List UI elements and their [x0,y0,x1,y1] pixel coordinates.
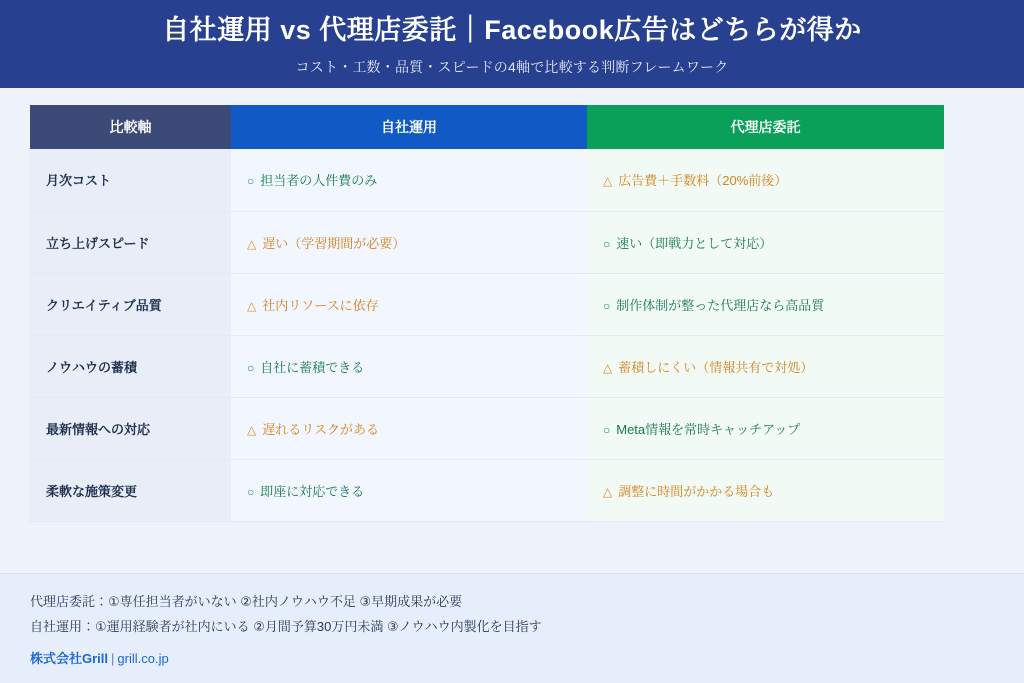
circle-mark-icon: ○ [603,298,611,313]
page-title: 自社運用 vs 代理店委託｜Facebook広告はどちらが得か [162,15,862,45]
cell-inhouse [231,211,587,273]
triangle-mark-icon: △ [247,298,257,313]
cell-inhouse-text: 遅い（学習期間が必要） [262,235,406,251]
row-axis-label: 最新情報への対応 [30,397,231,459]
page-subtitle: コスト・工数・品質・スピードの4軸で比較する判断フレームワーク [295,58,729,75]
cell-agency-text: 広告費＋手数料（20%前後） [618,173,788,189]
column-header-agency: 代理店委託 [587,105,944,149]
cell-inhouse-text: 即座に対応できる [260,483,365,499]
table-row [30,149,944,211]
cell-agency [587,459,944,521]
page-header [0,0,1024,88]
brand-separator: | [111,651,115,667]
cell-inhouse [231,397,587,459]
table-row [30,397,944,459]
triangle-mark-icon: △ [247,422,257,437]
cell-agency-text: 蓄積しにくい（情報共有で対処） [618,359,814,375]
cell-inhouse-text: 社内リソースに依存 [262,297,379,313]
cell-inhouse [231,149,587,211]
cell-agency [587,149,944,211]
row-axis-label: 柔軟な施策変更 [30,459,231,521]
cell-agency [587,211,944,273]
triangle-mark-icon: △ [603,484,613,499]
row-axis-label: 立ち上げスピード [30,211,231,273]
cell-inhouse-text: 担当者の人件費のみ [260,173,378,189]
row-axis-label: ノウハウの蓄積 [30,335,231,397]
footer-note-agency: 代理店委託：①専任担当者がいない ②社内ノウハウ不足 ③早期成果が必要 [30,594,463,609]
circle-mark-icon: ○ [247,484,255,499]
company-name: 株式会社Grill [30,651,109,667]
triangle-mark-icon: △ [247,236,257,251]
page-footer [0,573,1024,683]
cell-inhouse [231,459,587,521]
row-axis-label: クリエイティブ品質 [30,273,231,335]
triangle-mark-icon: △ [603,360,613,375]
main-content [0,88,1024,522]
table-body [30,149,944,521]
table-row [30,459,944,521]
triangle-mark-icon: △ [603,174,613,189]
cell-inhouse [231,335,587,397]
circle-mark-icon: ○ [247,360,255,375]
table-row [30,211,944,273]
cell-agency [587,273,944,335]
cell-agency-text: 速い（即戦力として対応） [616,235,773,251]
cell-agency-text: Meta情報を常時キャッチアップ [616,421,801,437]
company-url[interactable]: grill.co.jp [117,651,169,667]
circle-mark-icon: ○ [247,174,255,189]
cell-agency-text: 制作体制が整った代理店なら高品質 [616,297,825,313]
cell-inhouse-text: 自社に蓄積できる [260,359,365,375]
cell-agency [587,335,944,397]
table-header [30,105,944,149]
footer-note-inhouse: 自社運用：①運用経験者が社内にいる ②月間予算30万円未満 ③ノウハウ内製化を目指す [30,618,542,634]
table-row [30,273,944,335]
table-header-row [30,105,944,149]
cell-inhouse [231,273,587,335]
cell-agency [587,397,944,459]
footer-brand [30,648,994,667]
cell-agency-text: 調整に時間がかかる場合も [618,483,775,499]
table-row [30,335,944,397]
circle-mark-icon: ○ [603,236,611,251]
circle-mark-icon: ○ [603,422,611,437]
column-header-axis: 比較軸 [30,105,231,149]
row-axis-label: 月次コスト [30,149,231,211]
cell-inhouse-text: 遅れるリスクがある [262,421,379,437]
column-header-inhouse: 自社運用 [231,105,587,149]
comparison-table [30,105,944,522]
